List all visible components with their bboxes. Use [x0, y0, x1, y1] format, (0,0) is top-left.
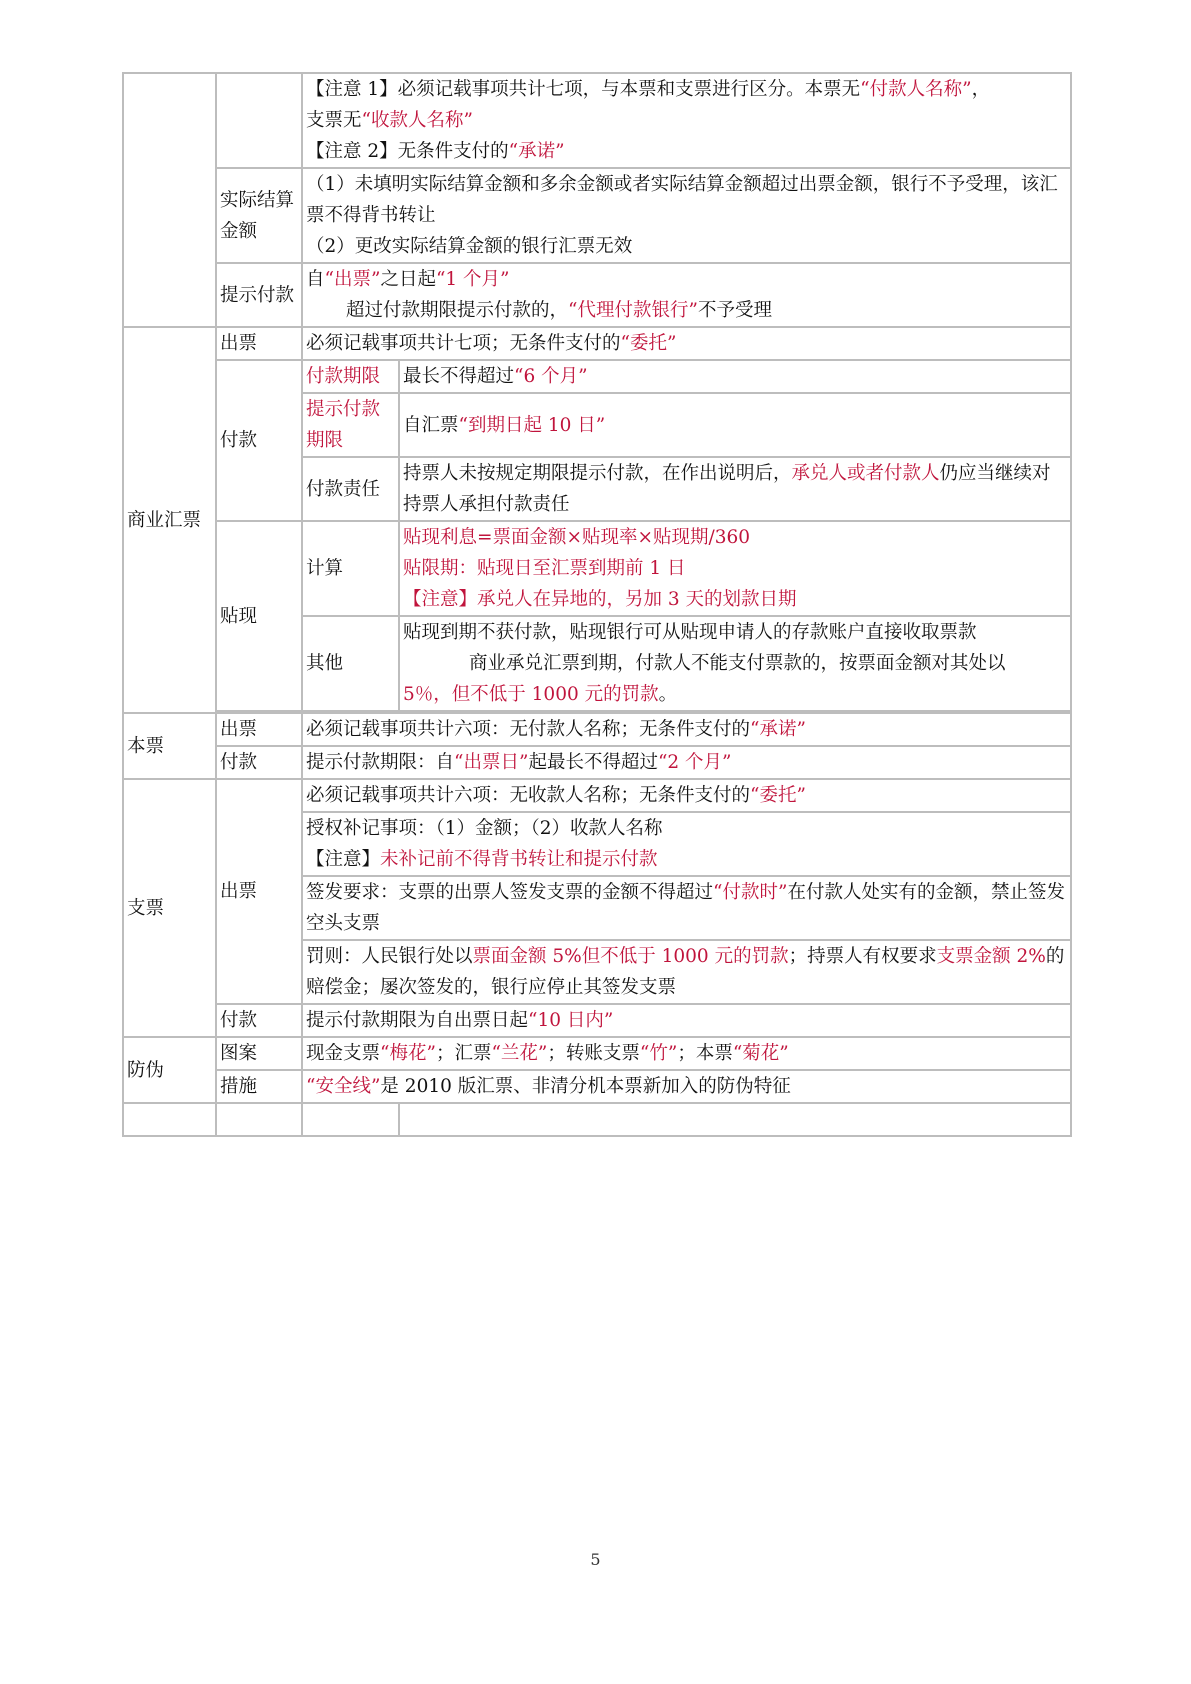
- settlement-amount-label: 实际结算金额: [216, 168, 302, 263]
- bank-draft-presentment-text: 自“出票”之日起“1 个月” 超过付款期限提示付款的，“代理付款银行”不予受理: [302, 263, 1071, 327]
- anti-fake-pattern-text: 现金支票“梅花”；汇票“兰花”；转账支票“竹”；本票“菊花”: [302, 1037, 1071, 1070]
- cheque-issue-label: 出票: [216, 779, 302, 1004]
- cheque-pay-row: [123, 1004, 1071, 1037]
- cheque-issue-text: 必须记载事项共计六项：无收款人名称；无条件支付的“委托”: [302, 779, 1071, 812]
- commercial-period-row: [123, 360, 1071, 393]
- commercial-issue-text: 必须记载事项共计七项；无条件支付的“委托”: [302, 327, 1071, 360]
- cheque-category: 支票: [123, 779, 216, 1037]
- empty-cell: [399, 1103, 1071, 1136]
- commercial-category: 商业汇票: [123, 327, 216, 713]
- discount-other-text: 贴现到期不获付款，贴现银行可从贴现申请人的存款账户直接收取票款 商业承兑汇票到期，付款人不能支付票款的，按票面金额对其处以 5％，但不低于 1000 元的罚款。: [399, 616, 1071, 711]
- bank-draft-presentment-label: 提示付款: [216, 263, 302, 327]
- cheque-requirement-text: 签发要求：支票的出票人签发支票的金额不得超过“付款时”在付款人处实有的金额，禁止签发空头支票: [302, 876, 1071, 940]
- cheque-issue-row: [123, 779, 1071, 812]
- commercial-period-label: 付款期限: [302, 360, 399, 393]
- empty-cell: [216, 73, 302, 168]
- bill-summary-table: [122, 72, 1072, 1137]
- settlement-amount-text: （1）未填明实际结算金额和多余金额或者实际结算金额超过出票金额，银行不予受理，该汇票不得背书转让 （2）更改实际结算金额的银行汇票无效: [302, 168, 1071, 263]
- commercial-duty-text: 持票人未按规定期限提示付款，在作出说明后，承兑人或者付款人仍应当继续对持票人承担付款责任: [399, 457, 1071, 521]
- promissory-pay-text: 提示付款期限：自“出票日”起最长不得超过“2 个月”: [302, 746, 1071, 779]
- anti-fake-measure-text: “安全线”是 2010 版汇票、非清分机本票新加入的防伪特征: [302, 1070, 1071, 1103]
- commercial-duty-label: 付款责任: [302, 457, 399, 521]
- anti-fake-pattern-label: 图案: [216, 1037, 302, 1070]
- promissory-pay-label: 付款: [216, 746, 302, 779]
- bank-draft-presentment-row: [123, 263, 1071, 327]
- commercial-pay-label: 付款: [216, 360, 302, 521]
- commercial-presentment-text: 自汇票“到期日起 10 日”: [399, 393, 1071, 457]
- cheque-penalty-text: 罚则：人民银行处以票面金额 5%但不低于 1000 元的罚款；持票人有权要求支票金额 2%的赔偿金；屡次签发的，银行应停止其签发支票: [302, 940, 1071, 1004]
- page-number: 5: [590, 1550, 601, 1569]
- discount-calc-row: [123, 521, 1071, 616]
- empty-cell: [123, 1103, 216, 1136]
- discount-calc-label: 计算: [302, 521, 399, 616]
- empty-row: [123, 1103, 1071, 1136]
- commercial-issue-label: 出票: [216, 327, 302, 360]
- settlement-amount-row: [123, 168, 1071, 263]
- empty-cell: [216, 1103, 302, 1136]
- promissory-pay-row: [123, 746, 1071, 779]
- cheque-auth-text: 授权补记事项：（1）金额；（2）收款人名称 【注意】未补记前不得背书转让和提示付款: [302, 812, 1071, 876]
- bank-draft-notes: 【注意 1】必须记载事项共计七项，与本票和支票进行区分。本票无“付款人名称”， 支票无“收款人名称” 【注意 2】无条件支付的“承诺”: [302, 73, 1071, 168]
- promissory-issue-label: 出票: [216, 713, 302, 746]
- bank-draft-notes-row: [123, 73, 1071, 168]
- promissory-issue-text: 必须记载事项共计六项：无付款人名称；无条件支付的“承诺”: [302, 713, 1071, 746]
- discount-other-label: 其他: [302, 616, 399, 711]
- discount-calc-text: 贴现利息=票面金额×贴现率×贴现期/360 贴限期：贴现日至汇票到期前 1 日 【注意】承兑人在异地的，另加 3 天的划款日期: [399, 521, 1071, 616]
- cheque-pay-label: 付款: [216, 1004, 302, 1037]
- anti-fake-category: 防伪: [123, 1037, 216, 1103]
- promissory-issue-row: [123, 713, 1071, 746]
- discount-label: 贴现: [216, 521, 302, 711]
- cheque-pay-text: 提示付款期限为自出票日起“10 日内”: [302, 1004, 1071, 1037]
- bank-draft-category-cell: [123, 73, 216, 327]
- anti-fake-measure-label: 措施: [216, 1070, 302, 1103]
- promissory-category: 本票: [123, 713, 216, 779]
- anti-fake-measure-row: [123, 1070, 1071, 1103]
- commercial-issue-row: [123, 327, 1071, 360]
- empty-cell: [302, 1103, 399, 1136]
- commercial-presentment-label: 提示付款期限: [302, 393, 399, 457]
- commercial-period-text: 最长不得超过“6 个月”: [399, 360, 1071, 393]
- anti-fake-pattern-row: [123, 1037, 1071, 1070]
